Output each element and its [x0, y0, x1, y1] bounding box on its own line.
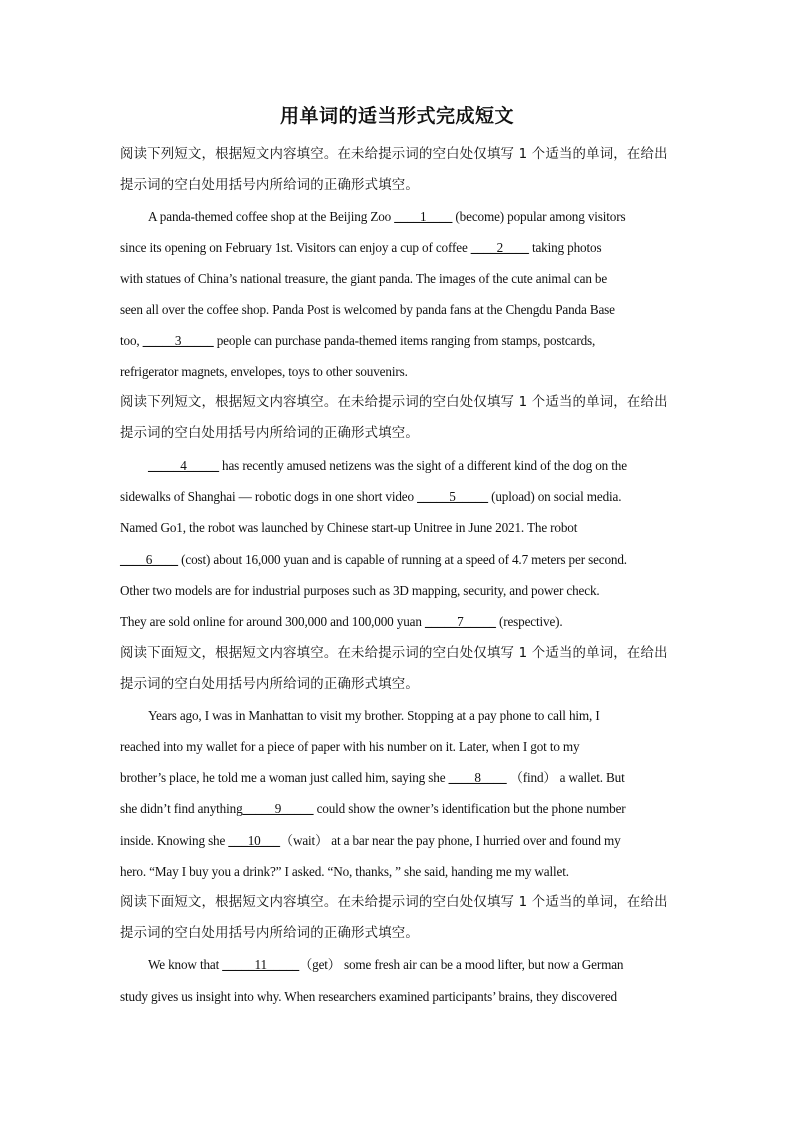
passage-text: (become) popular among visitors: [452, 209, 626, 224]
instruction-line: 阅读下列短文，根据短文内容填空。在未给提示词的空白处仅填写 1 个适当的单词，在给出: [120, 147, 668, 162]
passage-line: [120, 552, 627, 568]
blank-10: ___10___: [228, 833, 280, 848]
blank-8: ____8____: [448, 770, 507, 785]
passage-text: inside. Knowing she: [120, 833, 229, 848]
blank-11: _____11_____: [222, 957, 300, 972]
passage-line: [148, 209, 625, 225]
instruction-line: 阅读下面短文，根据短文内容填空。在未给提示词的空白处仅填写 1 个适当的单词，在给出: [120, 895, 668, 910]
passage-line: [120, 770, 625, 786]
instruction-line: 提示词的空白处用括号内所给词的正确形式填空。: [120, 178, 419, 193]
instruction-line: 阅读下面短文，根据短文内容填空。在未给提示词的空白处仅填写 1 个适当的单词，在给出: [120, 646, 668, 661]
passage-text: taking photos: [528, 240, 602, 255]
passage-text: has recently amused netizens was the sight of a different kind of the dog on the: [218, 458, 627, 473]
passage-line: [148, 458, 627, 474]
passage-text: sidewalks of Shanghai — robotic dogs in one short video: [120, 489, 418, 504]
instruction-line: 阅读下列短文，根据短文内容填空。在未给提示词的空白处仅填写 1 个适当的单词，在给出: [120, 395, 668, 410]
passage-line: [148, 957, 623, 973]
page-title: 用单词的适当形式完成短文: [279, 105, 514, 127]
instruction-line: 提示词的空白处用括号内所给词的正确形式填空。: [120, 426, 419, 441]
passage-line: Other two models are for industrial purposes such as 3D mapping, security, and power check.: [120, 583, 600, 598]
instruction-line: 提示词的空白处用括号内所给词的正确形式填空。: [120, 677, 419, 692]
blank-3: _____3_____: [142, 333, 214, 348]
blank-4: _____4_____: [148, 458, 219, 473]
blank-5: _____5_____: [417, 489, 488, 504]
passage-line: with statues of China’s national treasure, the giant panda. The images of the cute animal can be: [120, 271, 608, 286]
instruction-line: 提示词的空白处用括号内所给词的正确形式填空。: [120, 926, 419, 941]
passage-line: [120, 614, 563, 630]
blank-9: _____9_____: [242, 801, 314, 816]
passage-line: Years ago, I was in Manhattan to visit my brother. Stopping at a pay phone to call him, I: [148, 708, 600, 723]
passage-text: too,: [120, 333, 143, 348]
passage-text: (upload) on social media.: [487, 489, 622, 504]
blank-6: ____6____: [120, 552, 178, 567]
passage-line: [120, 333, 595, 349]
passage-text: （find） a wallet. But: [506, 770, 625, 785]
passage-line: hero. “May I buy you a drink?” I asked. “No, thanks, ” she said, handing me my wallet.: [120, 864, 569, 879]
passage-line: seen all over the coffee shop. Panda Post is welcomed by panda fans at the Chengdu Panda Base: [120, 302, 615, 317]
passage-line: study gives us insight into why. When researchers examined participants’ brains, they discovered: [120, 989, 617, 1004]
blank-7: _____7_____: [424, 614, 496, 629]
blank-1: ____1____: [394, 209, 453, 224]
passage-line: [120, 240, 601, 256]
passage-line: refrigerator magnets, envelopes, toys to other souvenirs.: [120, 364, 408, 379]
passage-text: she didn’t find anything: [120, 801, 243, 816]
passage-text: people can purchase panda-themed items ranging from stamps, postcards,: [213, 333, 596, 348]
passage-line: Named Go1, the robot was launched by Chinese start-up Unitree in June 2021. The robot: [120, 520, 578, 535]
passage-line: [120, 801, 626, 817]
passage-line: [120, 489, 621, 505]
blank-2: ____2____: [470, 240, 529, 255]
passage-text: could show the owner’s identification but the phone number: [313, 801, 626, 816]
passage-text: （wait） at a bar near the pay phone, I hurried over and found my: [279, 833, 621, 848]
passage-line: reached into my wallet for a piece of paper with his number on it. Later, when I got to my: [120, 739, 580, 754]
passage-text: （get） some fresh air can be a mood lifter, but now a German: [299, 957, 624, 972]
passage-text: (respective).: [495, 614, 563, 629]
passage-text: (cost) about 16,000 yuan and is capable of running at a speed of 4.7 meters per second.: [178, 552, 627, 567]
passage-text: A panda-themed coffee shop at the Beijing Zoo: [148, 209, 395, 224]
passage-line: [120, 833, 621, 849]
passage-text: We know that: [148, 957, 223, 972]
passage-text: They are sold online for around 300,000 and 100,000 yuan: [120, 614, 425, 629]
passage-text: since its opening on February 1st. Visitors can enjoy a cup of coffee: [120, 240, 471, 255]
passage-text: brother’s place, he told me a woman just called him, saying she: [120, 770, 449, 785]
